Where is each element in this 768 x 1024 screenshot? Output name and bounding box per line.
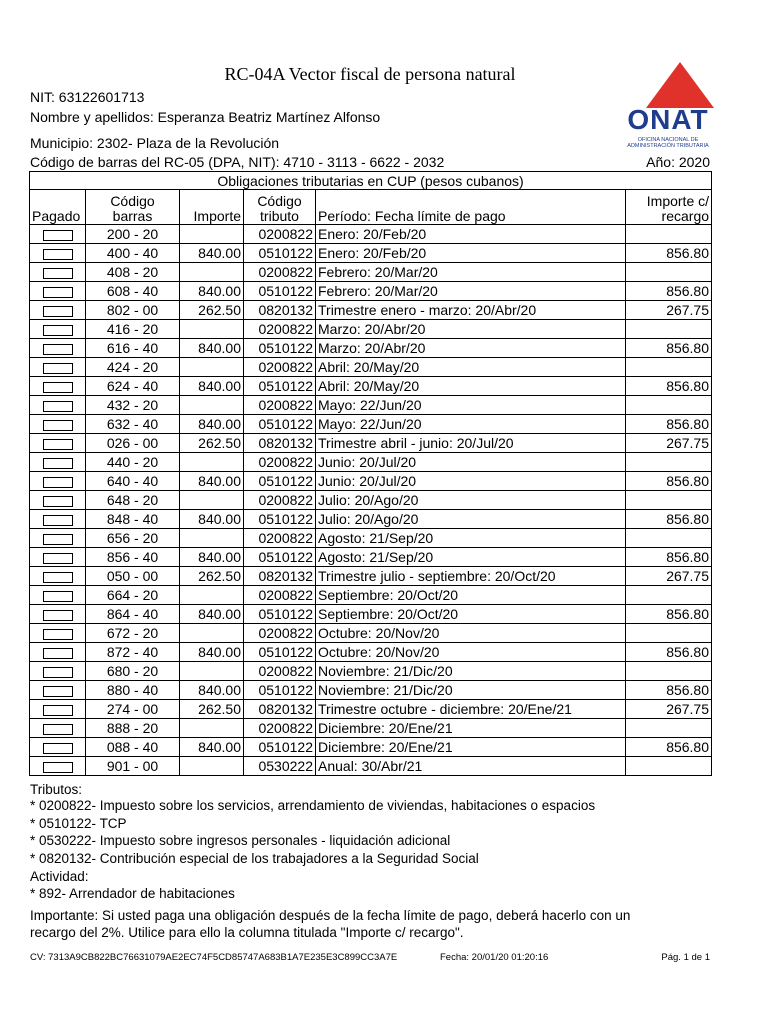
paid-checkbox: [30, 225, 86, 244]
paid-checkbox-box[interactable]: [43, 249, 73, 260]
row-periodo: Enero: 20/Feb/20: [316, 225, 626, 244]
row-codigo-tributo: 0510122: [244, 510, 316, 529]
table-row: [30, 358, 712, 377]
paid-checkbox-box[interactable]: [43, 363, 73, 374]
row-importe: 840.00: [180, 377, 244, 396]
row-importe: [180, 491, 244, 510]
table-row: [30, 510, 712, 529]
row-codigo-barras: 656 - 20: [86, 529, 180, 548]
paid-checkbox: [30, 263, 86, 282]
row-importe-recargo: 856.80: [626, 548, 712, 567]
row-codigo-tributo: 0820132: [244, 434, 316, 453]
paid-checkbox-box[interactable]: [43, 325, 73, 336]
table-row: [30, 662, 712, 681]
paid-checkbox-box[interactable]: [43, 420, 73, 431]
header-importe-recargo: [626, 190, 712, 225]
row-codigo-barras: 432 - 20: [86, 396, 180, 415]
municipio-line: Municipio: 2302- Plaza de la Revolución: [30, 135, 280, 151]
row-periodo: Noviembre: 21/Dic/20: [316, 662, 626, 681]
row-periodo: Abril: 20/May/20: [316, 377, 626, 396]
paid-checkbox: [30, 396, 86, 415]
row-codigo-barras: 802 - 00: [86, 301, 180, 320]
row-codigo-barras: 856 - 40: [86, 548, 180, 567]
row-codigo-barras: 664 - 20: [86, 586, 180, 605]
table-row: [30, 434, 712, 453]
row-codigo-barras: 274 - 00: [86, 700, 180, 719]
paid-checkbox: [30, 624, 86, 643]
row-importe: 840.00: [180, 339, 244, 358]
row-importe-recargo: [626, 624, 712, 643]
table-row: [30, 301, 712, 320]
row-codigo-tributo: 0820132: [244, 567, 316, 586]
paid-checkbox-box[interactable]: [43, 515, 73, 526]
header-codigo-line1: Código: [110, 193, 155, 209]
row-codigo-tributo: 0510122: [244, 681, 316, 700]
tributo-note-2: * 0510122- TCP: [30, 816, 127, 831]
paid-checkbox-box[interactable]: [43, 591, 73, 602]
row-periodo: Marzo: 20/Abr/20: [316, 339, 626, 358]
paid-checkbox: [30, 434, 86, 453]
paid-checkbox: [30, 643, 86, 662]
paid-checkbox: [30, 510, 86, 529]
table-row: [30, 453, 712, 472]
row-periodo: Diciembre: 20/Ene/21: [316, 738, 626, 757]
header-recargo-line2: recargo: [661, 208, 710, 224]
paid-checkbox: [30, 358, 86, 377]
row-codigo-barras: 424 - 20: [86, 358, 180, 377]
paid-checkbox: [30, 548, 86, 567]
row-codigo-tributo: 0820132: [244, 700, 316, 719]
paid-checkbox: [30, 681, 86, 700]
row-importe-recargo: 856.80: [626, 510, 712, 529]
table-row: [30, 263, 712, 282]
row-codigo-tributo: 0200822: [244, 453, 316, 472]
row-codigo-tributo: 0200822: [244, 529, 316, 548]
row-importe: [180, 358, 244, 377]
row-codigo-tributo: 0510122: [244, 415, 316, 434]
paid-checkbox-box[interactable]: [43, 648, 73, 659]
row-importe-recargo: [626, 529, 712, 548]
row-codigo-barras: 901 - 00: [86, 757, 180, 776]
paid-checkbox-box[interactable]: [43, 230, 73, 241]
table-row: [30, 605, 712, 624]
row-periodo: Septiembre: 20/Oct/20: [316, 605, 626, 624]
row-periodo: Trimestre abril - junio: 20/Jul/20: [316, 434, 626, 453]
row-codigo-tributo: 0510122: [244, 643, 316, 662]
table-row: [30, 320, 712, 339]
row-periodo: Junio: 20/Jul/20: [316, 453, 626, 472]
logo-subtitle-line2: ADMINISTRACIÓN TRIBUTARIA: [627, 143, 709, 149]
row-periodo: Junio: 20/Jul/20: [316, 472, 626, 491]
table-row: [30, 377, 712, 396]
table-row: [30, 339, 712, 358]
row-periodo: Trimestre julio - septiembre: 20/Oct/20: [316, 567, 626, 586]
row-importe-recargo: 856.80: [626, 282, 712, 301]
header-recargo-line1: Importe c/: [646, 193, 710, 209]
row-periodo: Anual: 30/Abr/21: [316, 757, 626, 776]
row-importe: 840.00: [180, 282, 244, 301]
row-importe-recargo: [626, 586, 712, 605]
row-importe: 262.50: [180, 434, 244, 453]
table-row: [30, 491, 712, 510]
paid-checkbox-box[interactable]: [43, 667, 73, 678]
header-importe: Importe: [180, 190, 244, 225]
paid-checkbox: [30, 605, 86, 624]
table-row: [30, 396, 712, 415]
obligations-table: [29, 171, 712, 776]
paid-checkbox-box[interactable]: [43, 439, 73, 450]
paid-checkbox: [30, 738, 86, 757]
row-importe: [180, 396, 244, 415]
row-periodo: Marzo: 20/Abr/20: [316, 320, 626, 339]
row-periodo: Julio: 20/Ago/20: [316, 510, 626, 529]
row-importe: 840.00: [180, 415, 244, 434]
row-importe-recargo: 267.75: [626, 700, 712, 719]
row-periodo: Julio: 20/Ago/20: [316, 491, 626, 510]
row-codigo-tributo: 0510122: [244, 738, 316, 757]
row-importe-recargo: [626, 320, 712, 339]
row-codigo-barras: 632 - 40: [86, 415, 180, 434]
importante-line1: Importante: Si usted paga una obligación después de la fecha límite de pago, deberá hacerlo con un: [30, 908, 631, 923]
actividad-item: * 892- Arrendador de habitaciones: [30, 886, 235, 901]
row-importe-recargo: [626, 719, 712, 738]
paid-checkbox: [30, 415, 86, 434]
row-importe-recargo: 267.75: [626, 434, 712, 453]
row-importe-recargo: 267.75: [626, 567, 712, 586]
tributo-note-4: * 0820132- Contribución especial de los trabajadores a la Seguridad Social: [30, 851, 479, 866]
paid-checkbox: [30, 662, 86, 681]
year-label: Año: 2020: [646, 154, 710, 170]
row-codigo-barras: 848 - 40: [86, 510, 180, 529]
row-codigo-barras: 416 - 20: [86, 320, 180, 339]
row-importe: 840.00: [180, 510, 244, 529]
actividad-heading: Actividad:: [30, 869, 89, 884]
row-codigo-barras: 872 - 40: [86, 643, 180, 662]
row-importe-recargo: 856.80: [626, 681, 712, 700]
row-codigo-barras: 672 - 20: [86, 624, 180, 643]
row-codigo-tributo: 0200822: [244, 225, 316, 244]
row-codigo-tributo: 0200822: [244, 396, 316, 415]
table-row: [30, 719, 712, 738]
row-importe: 262.50: [180, 700, 244, 719]
table-row: [30, 586, 712, 605]
paid-checkbox: [30, 757, 86, 776]
row-codigo-barras: 864 - 40: [86, 605, 180, 624]
paid-checkbox-box[interactable]: [43, 686, 73, 697]
table-row: [30, 472, 712, 491]
table-row: [30, 548, 712, 567]
row-periodo: Agosto: 21/Sep/20: [316, 529, 626, 548]
row-importe: [180, 529, 244, 548]
row-importe: 840.00: [180, 472, 244, 491]
paid-checkbox: [30, 453, 86, 472]
row-importe-recargo: [626, 453, 712, 472]
row-importe: [180, 757, 244, 776]
row-importe-recargo: 856.80: [626, 377, 712, 396]
row-importe-recargo: [626, 491, 712, 510]
tributos-heading: Tributos:: [30, 782, 83, 797]
obligations-rows: [30, 225, 712, 776]
paid-checkbox: [30, 719, 86, 738]
table-row: [30, 757, 712, 776]
table-row: [30, 738, 712, 757]
row-importe: 840.00: [180, 548, 244, 567]
row-codigo-tributo: 0200822: [244, 719, 316, 738]
barcode-line: Código de barras del RC-05 (DPA, NIT): 4710 - 3113 - 6622 - 2032: [30, 154, 445, 170]
row-periodo: Mayo: 22/Jun/20: [316, 415, 626, 434]
row-codigo-barras: 408 - 20: [86, 263, 180, 282]
table-row: [30, 700, 712, 719]
row-importe-recargo: [626, 757, 712, 776]
row-periodo: Trimestre enero - marzo: 20/Abr/20: [316, 301, 626, 320]
tributo-note-3: * 0530222- Impuesto sobre ingresos personales - liquidación adicional: [30, 833, 451, 848]
row-importe: [180, 320, 244, 339]
row-codigo-barras: 200 - 20: [86, 225, 180, 244]
paid-checkbox-box[interactable]: [43, 572, 73, 583]
paid-checkbox: [30, 491, 86, 510]
row-importe-recargo: 856.80: [626, 415, 712, 434]
row-codigo-barras: 088 - 40: [86, 738, 180, 757]
paid-checkbox: [30, 320, 86, 339]
row-codigo-barras: 050 - 00: [86, 567, 180, 586]
row-importe: [180, 719, 244, 738]
row-codigo-barras: 888 - 20: [86, 719, 180, 738]
row-codigo-tributo: 0510122: [244, 282, 316, 301]
table-row: [30, 282, 712, 301]
paid-checkbox-box[interactable]: [43, 306, 73, 317]
row-importe: [180, 263, 244, 282]
logo-triangle-icon: [646, 62, 714, 108]
paid-checkbox: [30, 472, 86, 491]
table-row: [30, 567, 712, 586]
row-importe-recargo: 856.80: [626, 738, 712, 757]
paid-checkbox-box[interactable]: [43, 724, 73, 735]
header-codigo-barras: [86, 190, 180, 225]
paid-checkbox-box[interactable]: [43, 762, 73, 773]
paid-checkbox: [30, 700, 86, 719]
row-codigo-tributo: 0200822: [244, 662, 316, 681]
row-codigo-tributo: 0200822: [244, 624, 316, 643]
row-codigo-tributo: 0510122: [244, 244, 316, 263]
row-importe: [180, 586, 244, 605]
paid-checkbox-box[interactable]: [43, 534, 73, 545]
paid-checkbox: [30, 244, 86, 263]
paid-checkbox-box[interactable]: [43, 705, 73, 716]
row-codigo-tributo: 0200822: [244, 263, 316, 282]
row-importe: 840.00: [180, 605, 244, 624]
page-title: RC-04A Vector fiscal de persona natural: [224, 64, 516, 84]
row-codigo-barras: 026 - 00: [86, 434, 180, 453]
header-pagado: Pagado: [30, 190, 86, 225]
footer-date: Fecha: 20/01/20 01:20:16: [440, 952, 549, 963]
row-importe: [180, 624, 244, 643]
row-codigo-tributo: 0510122: [244, 339, 316, 358]
header-periodo: Período: Fecha límite de pago: [316, 190, 626, 225]
row-importe: 840.00: [180, 244, 244, 263]
row-codigo-barras: 400 - 40: [86, 244, 180, 263]
row-codigo-tributo: 0510122: [244, 548, 316, 567]
row-importe-recargo: 856.80: [626, 339, 712, 358]
row-importe-recargo: 856.80: [626, 605, 712, 624]
paid-checkbox: [30, 377, 86, 396]
table-caption: Obligaciones tributarias en CUP (pesos cubanos): [30, 172, 712, 190]
logo-subtitle: [618, 137, 718, 149]
row-periodo: Abril: 20/May/20: [316, 358, 626, 377]
tributo-note-1: * 0200822- Impuesto sobre los servicios, arrendamiento de viviendas, habitaciones o espacios: [30, 798, 596, 813]
nit-line: NIT: 63122601713: [30, 89, 145, 105]
row-codigo-barras: 640 - 40: [86, 472, 180, 491]
header-codigo-line2: barras: [112, 208, 153, 224]
row-codigo-barras: 648 - 20: [86, 491, 180, 510]
row-importe: [180, 453, 244, 472]
row-importe: 262.50: [180, 301, 244, 320]
row-codigo-barras: 624 - 40: [86, 377, 180, 396]
table-row: [30, 643, 712, 662]
table-row: [30, 244, 712, 263]
row-codigo-barras: 440 - 20: [86, 453, 180, 472]
row-periodo: Diciembre: 20/Ene/21: [316, 719, 626, 738]
row-codigo-tributo: 0510122: [244, 472, 316, 491]
row-codigo-tributo: 0200822: [244, 358, 316, 377]
row-periodo: Febrero: 20/Mar/20: [316, 282, 626, 301]
importante-line2: recargo del 2%. Utilice para ello la columna titulada "Importe c/ recargo".: [30, 925, 464, 940]
row-importe-recargo: [626, 396, 712, 415]
paid-checkbox-box[interactable]: [43, 629, 73, 640]
logo-wordmark: ONAT: [627, 104, 709, 135]
paid-checkbox: [30, 586, 86, 605]
footer-page: Pág. 1 de 1: [661, 952, 710, 963]
row-periodo: Agosto: 21/Sep/20: [316, 548, 626, 567]
paid-checkbox: [30, 301, 86, 320]
paid-checkbox-box[interactable]: [43, 458, 73, 469]
table-row: [30, 529, 712, 548]
row-importe-recargo: 856.80: [626, 472, 712, 491]
row-codigo-tributo: 0510122: [244, 605, 316, 624]
logo-subtitle-line1: OFICINA NACIONAL DE: [637, 137, 699, 143]
name-line: Nombre y apellidos: Esperanza Beatriz Martínez Alfonso: [30, 109, 381, 125]
footer-cv: CV: 7313A9CB822BC76631079AE2EC74F5CD85747A683B1A7E235E3C899CC3A7E: [30, 952, 398, 963]
table-row: [30, 624, 712, 643]
row-importe-recargo: 856.80: [626, 244, 712, 263]
row-importe: 840.00: [180, 738, 244, 757]
paid-checkbox: [30, 282, 86, 301]
header-codigo-tributo: [244, 190, 316, 225]
row-importe-recargo: [626, 263, 712, 282]
paid-checkbox: [30, 529, 86, 548]
paid-checkbox: [30, 339, 86, 358]
table-row: [30, 681, 712, 700]
row-importe-recargo: [626, 358, 712, 377]
paid-checkbox-box[interactable]: [43, 344, 73, 355]
row-periodo: Mayo: 22/Jun/20: [316, 396, 626, 415]
row-periodo: Octubre: 20/Nov/20: [316, 624, 626, 643]
paid-checkbox-box[interactable]: [43, 610, 73, 621]
paid-checkbox-box[interactable]: [43, 743, 73, 754]
row-codigo-barras: 880 - 40: [86, 681, 180, 700]
paid-checkbox-box[interactable]: [43, 477, 73, 488]
row-codigo-tributo: 0530222: [244, 757, 316, 776]
table-row: [30, 225, 712, 244]
row-codigo-tributo: 0200822: [244, 320, 316, 339]
row-codigo-tributo: 0200822: [244, 586, 316, 605]
row-importe: [180, 662, 244, 681]
row-codigo-barras: 608 - 40: [86, 282, 180, 301]
paid-checkbox-box[interactable]: [43, 382, 73, 393]
row-periodo: Trimestre octubre - diciembre: 20/Ene/21: [316, 700, 626, 719]
row-codigo-tributo: 0820132: [244, 301, 316, 320]
header-tributo-line1: Código: [257, 193, 302, 209]
row-importe-recargo: [626, 225, 712, 244]
row-periodo: Septiembre: 20/Oct/20: [316, 586, 626, 605]
paid-checkbox-box[interactable]: [43, 496, 73, 507]
row-periodo: Noviembre: 21/Dic/20: [316, 681, 626, 700]
row-codigo-tributo: 0510122: [244, 377, 316, 396]
table-row: [30, 415, 712, 434]
row-importe: 840.00: [180, 643, 244, 662]
header-tributo-line2: tributo: [260, 208, 299, 224]
onat-logo: [618, 62, 718, 152]
row-codigo-barras: 616 - 40: [86, 339, 180, 358]
row-codigo-barras: 680 - 20: [86, 662, 180, 681]
paid-checkbox-box[interactable]: [43, 553, 73, 564]
row-importe: 262.50: [180, 567, 244, 586]
paid-checkbox-box[interactable]: [43, 401, 73, 412]
row-importe: 840.00: [180, 681, 244, 700]
row-periodo: Octubre: 20/Nov/20: [316, 643, 626, 662]
row-periodo: Febrero: 20/Mar/20: [316, 263, 626, 282]
row-codigo-tributo: 0200822: [244, 491, 316, 510]
row-importe: [180, 225, 244, 244]
paid-checkbox: [30, 567, 86, 586]
row-importe-recargo: [626, 662, 712, 681]
row-importe-recargo: 267.75: [626, 301, 712, 320]
paid-checkbox-box[interactable]: [43, 268, 73, 279]
paid-checkbox-box[interactable]: [43, 287, 73, 298]
row-importe-recargo: 856.80: [626, 643, 712, 662]
row-periodo: Enero: 20/Feb/20: [316, 244, 626, 263]
